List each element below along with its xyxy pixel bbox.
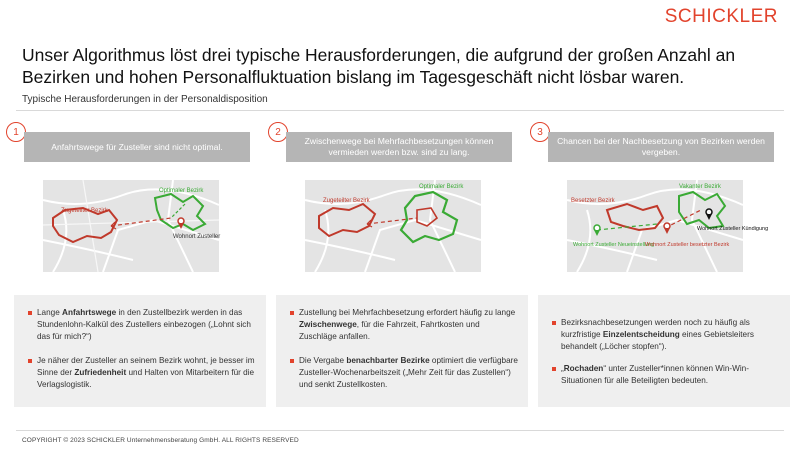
bullet-2: Je näher der Zusteller an seinem Bezirk wohnt, je besser im Sinne der Zufriedenheit und Halten von Mitarbeitern für die Verlagslogistik. xyxy=(28,355,256,391)
bullet-1: Bezirksnachbesetzungen werden noch zu häufig als kurzfristige Einzelentscheidung eines Gebietsleiters behandelt („Löcher stopfen“). xyxy=(552,317,780,353)
challenge-banner: Chancen bei der Nachbesetzung von Bezirken werden vergeben. xyxy=(548,132,774,162)
map-label-red: Zugeteilter Bezirk xyxy=(323,198,370,204)
challenge-banner: Zwischenwege bei Mehrfachbesetzungen können vermieden werden bzw. sind zu lang. xyxy=(286,132,512,162)
map-label-pin-black: Wohnort Zusteller Kündigung xyxy=(697,226,769,232)
map-illustration xyxy=(43,180,219,272)
slide-headline: Unser Algorithmus löst drei typische Herausforderungen, die aufgrund der großen Anzahl an Bezirken und hohen Personalfluktuation bislang im Tagesgeschäft nicht lösbar waren. xyxy=(22,45,736,87)
challenge-details-card xyxy=(14,295,266,407)
divider-top xyxy=(16,110,784,111)
map-label-green: Optimaler Bezirk xyxy=(159,188,204,194)
challenge-details-card xyxy=(276,295,528,407)
bullet-2: „Rochaden“ unter Zusteller*innen können Win-Win-Situationen für alle Beteiligten bedeuten. xyxy=(552,363,780,387)
map-label-pin-green: Wohnort Zusteller Neueinstellung xyxy=(573,242,655,248)
map-label-pin: Wohnort Zusteller xyxy=(173,234,221,240)
step-number: 3 xyxy=(530,122,550,142)
map-label-red: Besetzter Bezirk xyxy=(571,198,615,204)
map-label-green: Vakanter Bezirk xyxy=(679,184,721,190)
map-label-red: Zugeteilter Bezirk xyxy=(61,208,108,214)
map-label-pin-red: Wohnort Zusteller besetzter Bezirk xyxy=(645,242,730,248)
step-number: 2 xyxy=(268,122,288,142)
step-number: 1 xyxy=(6,122,26,142)
copyright-footer: COPYRIGHT © 2023 SCHICKLER Unternehmensberatung GmbH. ALL RIGHTS RESERVED xyxy=(22,437,299,444)
map-label-green: Optimaler Bezirk xyxy=(419,184,464,190)
slide-subtitle: Typische Herausforderungen in der Personaldisposition xyxy=(22,94,268,105)
map-illustration xyxy=(567,180,769,272)
challenge-banner: Anfahrtswege für Zusteller sind nicht optimal. xyxy=(24,132,250,162)
bullet-2: Die Vergabe benachbarter Bezirke optimiert die verfügbare Zusteller-Wochenarbeitszeit („Mehr Zeit für das Zustellen“) und senkt Zustellkosten. xyxy=(290,355,518,391)
bullet-1: Zustellung bei Mehrfachbesetzung erfordert häufig zu lange Zwischenwege, für die Fahrzeit, Fahrtkosten und Zuschläge anfallen. xyxy=(290,307,518,343)
bullet-1: Lange Anfahrtswege in den Zustellbezirk werden in das Stundenlohn-Kalkül des Zustellers einbezogen („Lohnt sich das für mich?“) xyxy=(28,307,256,343)
challenge-details-card xyxy=(538,295,790,407)
map-illustration xyxy=(305,180,481,272)
divider-bottom xyxy=(16,430,784,431)
schickler-logo: SCHICKLER xyxy=(664,6,778,27)
